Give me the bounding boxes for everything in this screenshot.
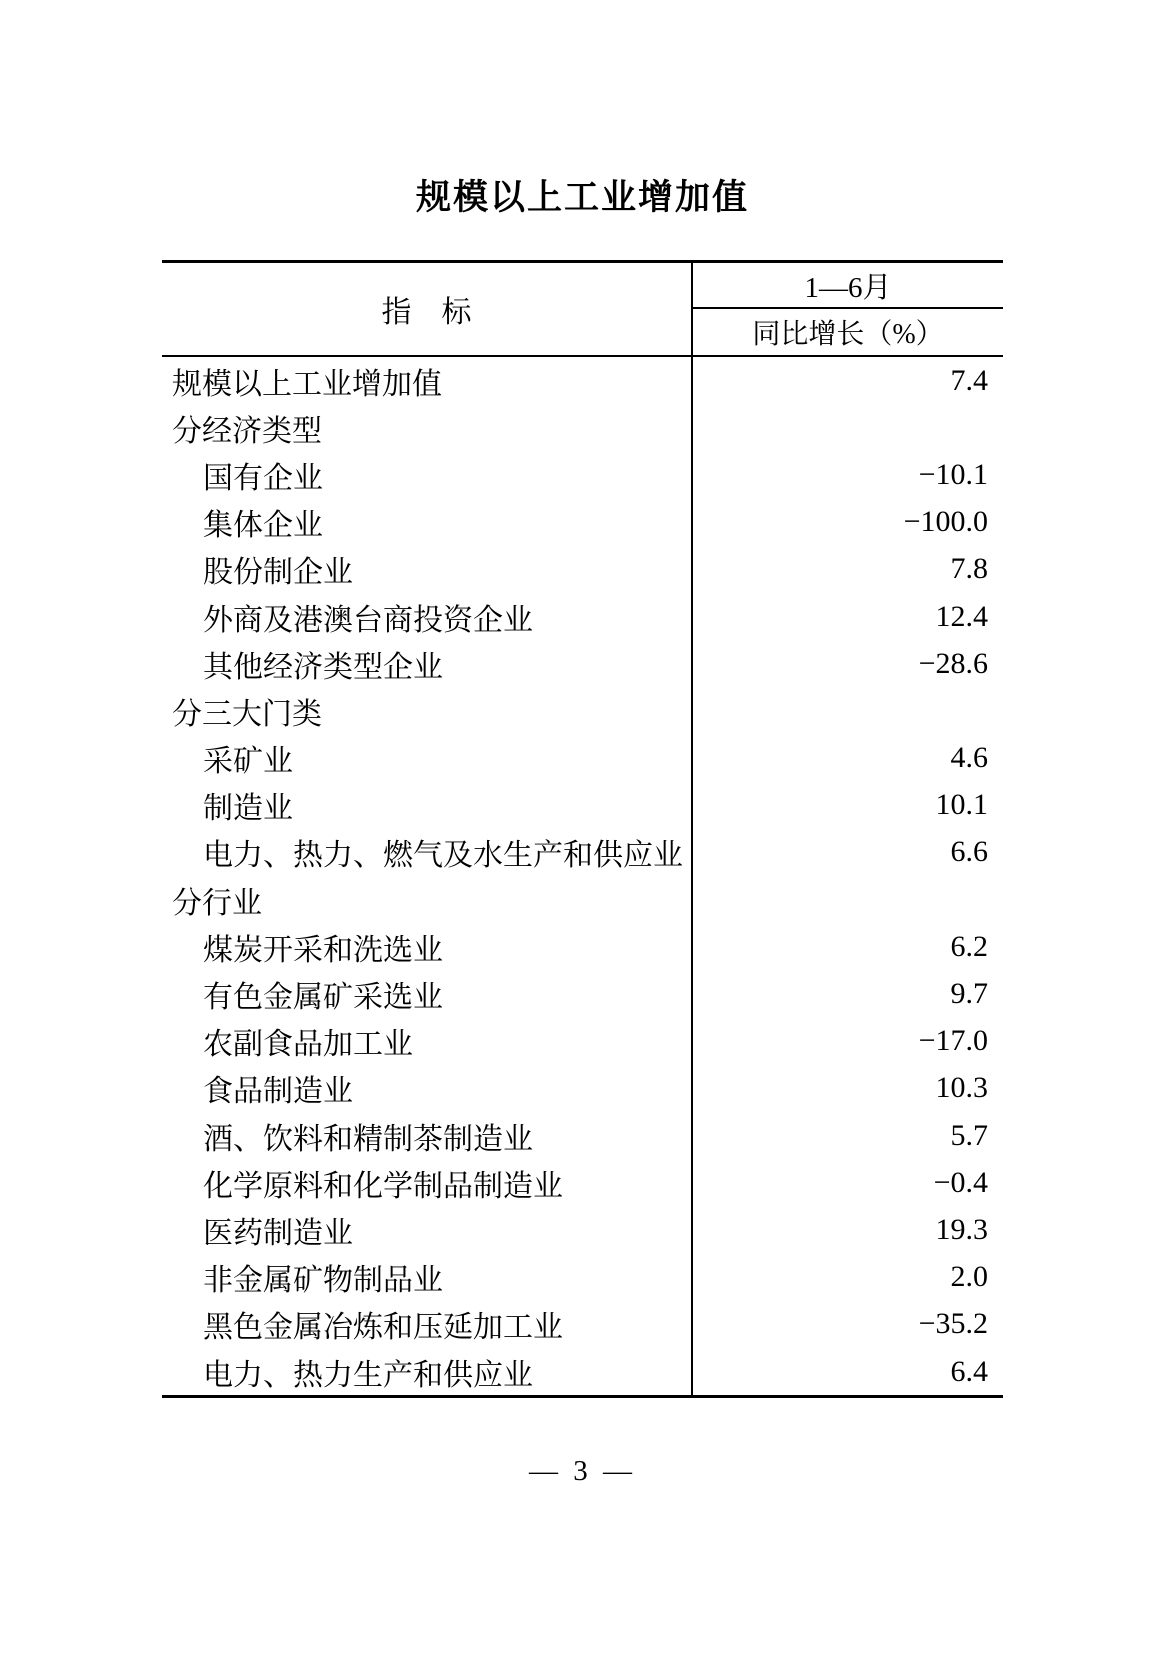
row-label: 农副食品加工业 — [162, 1018, 693, 1065]
row-value: −17.0 — [918, 1024, 988, 1058]
table-row — [162, 499, 1003, 546]
row-label: 分行业 — [162, 876, 693, 923]
row-label: 化学原料和化学制品制造业 — [162, 1159, 693, 1206]
row-label: 医药制造业 — [162, 1206, 693, 1253]
row-value: 10.1 — [935, 788, 988, 822]
table-header — [162, 263, 1003, 357]
table-row — [162, 1254, 1003, 1301]
row-value: 6.4 — [950, 1354, 988, 1388]
table-row — [162, 451, 1003, 498]
table-row — [162, 1018, 1003, 1065]
table-row — [162, 593, 1003, 640]
row-value: −0.4 — [933, 1165, 988, 1199]
row-label: 集体企业 — [162, 499, 693, 546]
row-label: 其他经济类型企业 — [162, 640, 693, 687]
row-value: 4.6 — [950, 741, 988, 775]
page-title: 规模以上工业增加值 — [415, 178, 749, 217]
row-label: 采矿业 — [162, 735, 693, 782]
row-value: 7.4 — [950, 363, 988, 397]
table-row — [162, 735, 1003, 782]
table-row — [162, 782, 1003, 829]
row-value: −10.1 — [918, 457, 988, 491]
row-value: 12.4 — [935, 599, 988, 633]
table-row — [162, 1348, 1003, 1395]
table-row — [162, 1112, 1003, 1159]
page-number: — 3 — — [529, 1455, 636, 1487]
row-value — [693, 404, 1003, 451]
row-value: 10.3 — [935, 1071, 988, 1105]
row-value: 5.7 — [950, 1118, 988, 1152]
row-value: −28.6 — [918, 646, 988, 680]
table-row — [162, 1065, 1003, 1112]
row-value: 6.2 — [950, 929, 988, 963]
row-label: 外商及港澳台商投资企业 — [162, 593, 693, 640]
row-label: 国有企业 — [162, 451, 693, 498]
row-value: 6.6 — [950, 835, 988, 869]
table-body — [162, 357, 1003, 1395]
row-label: 食品制造业 — [162, 1065, 693, 1112]
row-label: 黑色金属冶炼和压延加工业 — [162, 1301, 693, 1348]
row-label: 电力、热力生产和供应业 — [162, 1348, 693, 1395]
table-row — [162, 1159, 1003, 1206]
table-row — [162, 923, 1003, 970]
row-label: 分经济类型 — [162, 404, 693, 451]
row-value: −100.0 — [903, 505, 988, 539]
table-row — [162, 357, 1003, 404]
row-label: 非金属矿物制品业 — [162, 1254, 693, 1301]
row-value: 9.7 — [950, 977, 988, 1011]
table-row — [162, 687, 1003, 734]
table-row — [162, 970, 1003, 1017]
row-value — [693, 687, 1003, 734]
row-label: 酒、饮料和精制茶制造业 — [162, 1112, 693, 1159]
row-value: 7.8 — [950, 552, 988, 586]
column-header-indicator: 指 标 — [162, 263, 693, 355]
statistics-table — [162, 260, 1003, 1398]
column-header-period-group — [693, 263, 1003, 355]
row-label: 股份制企业 — [162, 546, 693, 593]
table-row — [162, 829, 1003, 876]
row-label: 分三大门类 — [162, 687, 693, 734]
row-label: 有色金属矿采选业 — [162, 970, 693, 1017]
row-label: 制造业 — [162, 782, 693, 829]
row-label: 规模以上工业增加值 — [162, 357, 693, 404]
row-value: −35.2 — [918, 1307, 988, 1341]
column-header-yoy-growth: 同比增长（%） — [752, 319, 944, 350]
table-row — [162, 1301, 1003, 1348]
table-row — [162, 640, 1003, 687]
row-label: 煤炭开采和洗选业 — [162, 923, 693, 970]
row-value: 2.0 — [950, 1260, 988, 1294]
row-value — [693, 876, 1003, 923]
table-row — [162, 876, 1003, 923]
row-label: 电力、热力、燃气及水生产和供应业 — [162, 829, 693, 876]
table-row — [162, 404, 1003, 451]
column-header-period: 1—6月 — [693, 263, 1003, 309]
table-row — [162, 1206, 1003, 1253]
row-value: 19.3 — [935, 1212, 988, 1246]
table-row — [162, 546, 1003, 593]
